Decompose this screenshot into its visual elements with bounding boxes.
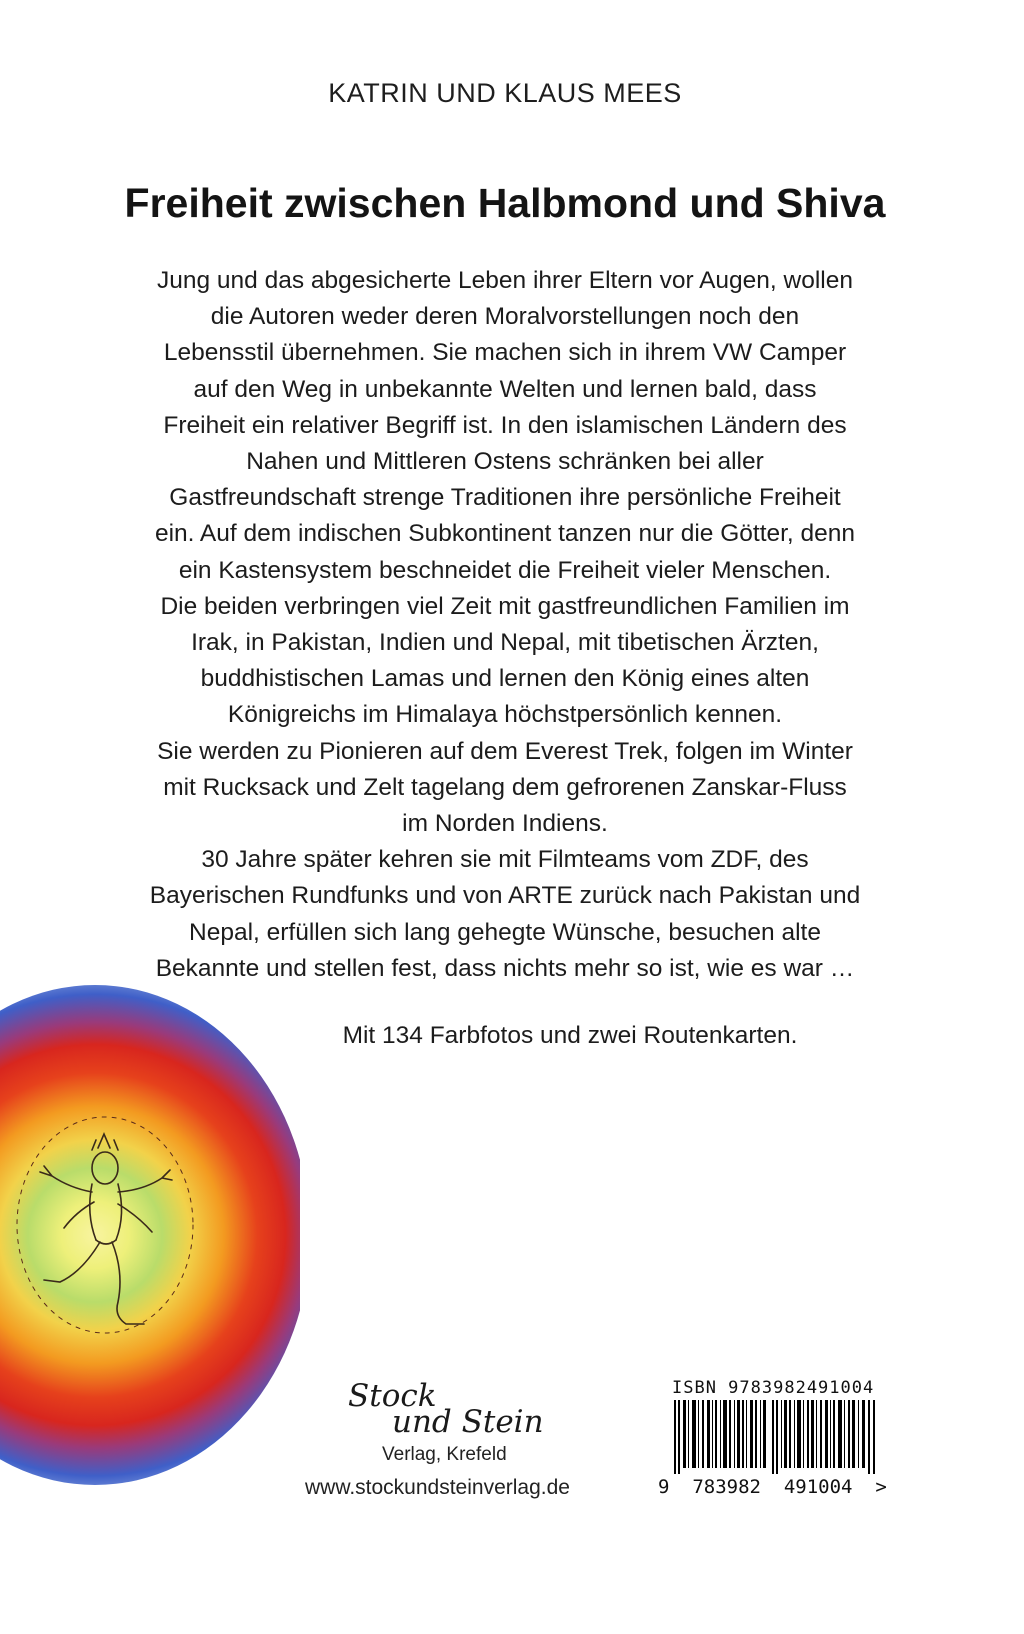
blurb-line: Jung und das abgesicherte Leben ihrer Eltern vor Augen, wollen (157, 267, 853, 294)
blurb-line: Die beiden verbringen viel Zeit mit gastfreundlichen Familien im (160, 592, 850, 620)
publisher-url: www.stockundsteinverlag.de (305, 1476, 570, 1499)
blurb-line: auf den Weg in unbekannte Welten und lernen bald, dass (193, 375, 817, 403)
blurb-line: Lebensstil übernehmen. Sie machen sich in ihrem VW Camper (163, 339, 847, 367)
book-title: Freiheit zwischen Halbmond und Shiva (124, 180, 886, 226)
blurb-line: Irak, in Pakistan, Indien und Nepal, mit tibetischen Ärzten, (191, 629, 819, 657)
blurb-line: im Norden Indiens. (402, 810, 608, 838)
blurb-line: ein Kastensystem beschneidet die Freiheit vieler Menschen. (178, 556, 832, 584)
barcode-digits: 9 783982 491004 > (658, 1476, 887, 1498)
blurb-line: Nepal, erfüllen sich lang gehegte Wünsche, besuchen alte (189, 918, 821, 946)
blurb-line: die Autoren weder deren Moralvorstellungen noch den (210, 303, 800, 331)
blurb-line: 30 Jahre später kehren sie mit Filmteams vom ZDF, des (201, 846, 809, 874)
isbn-label: ISBN 9783982491004 (672, 1378, 875, 1398)
blurb-line: ein. Auf dem indischen Subkontinent tanzen nur die Götter, denn (154, 520, 856, 548)
blurb-line: Nahen und Mittleren Ostens schränken bei aller (246, 448, 764, 476)
blurb-line: buddhistischen Lamas und lernen den König eines alten (200, 665, 810, 693)
publisher-location: Verlag, Krefeld (382, 1444, 507, 1465)
blurb-line: Sie werden zu Pionieren auf dem Everest Trek, folgen im Winter (157, 737, 853, 765)
extras-note: Mit 134 Farbfotos und zwei Routenkarten. (342, 1022, 798, 1049)
dancing-shiva-mandala-icon (0, 980, 300, 1540)
blurb-line: Freiheit ein relativer Begriff ist. In den islamischen Ländern des (163, 411, 847, 439)
blurb-line: Königreichs im Himalaya höchstpersönlich kennen. (227, 701, 783, 729)
logo-text-und-stein: und Stein (392, 1404, 544, 1440)
blurb-line: Bayerischen Rundfunks und von ARTE zurück nach Pakistan und (149, 882, 861, 910)
logo-text-stock: Stock (348, 1378, 437, 1414)
blurb-line: mit Rucksack und Zelt tagelang dem gefrorenen Zanskar-Fluss (163, 773, 847, 801)
blurb (110, 263, 900, 987)
publisher-logo (340, 1378, 580, 1468)
blurb-line: Gastfreundschaft strenge Traditionen ihre persönliche Freiheit (169, 484, 841, 512)
barcode-icon (674, 1400, 884, 1474)
blurb-line: Bekannte und stellen fest, dass nichts mehr so ist, wie es war … (155, 954, 855, 982)
author-names: KATRIN UND KLAUS MEES (328, 78, 682, 108)
